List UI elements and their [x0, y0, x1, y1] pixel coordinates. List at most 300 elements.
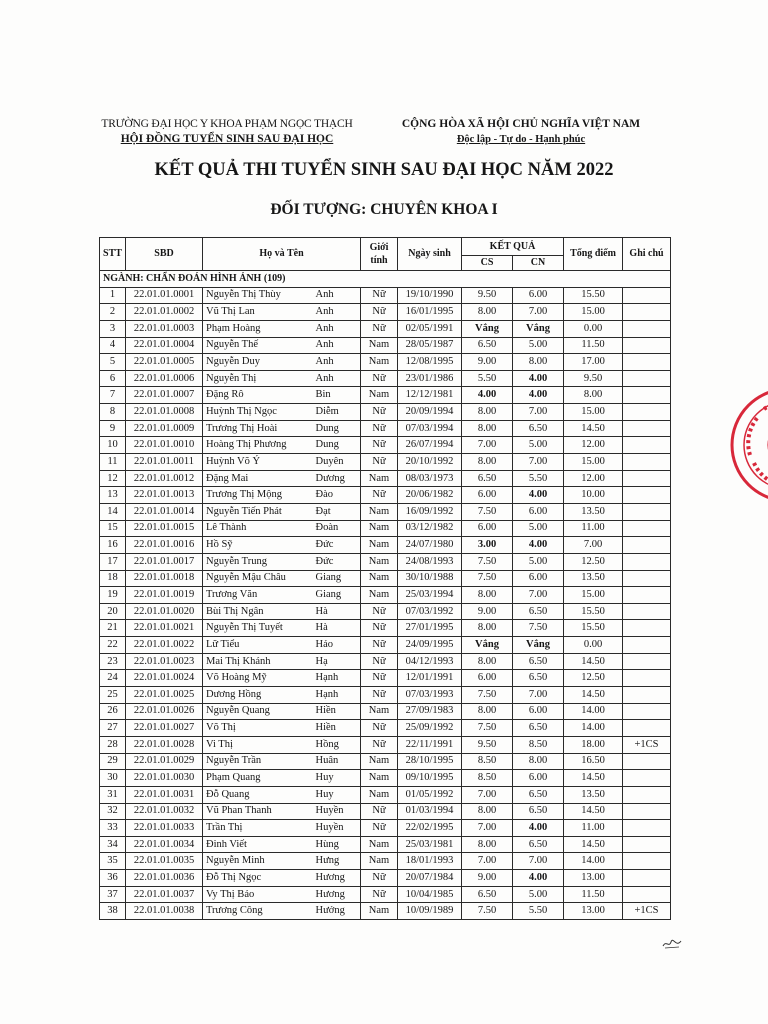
cell-family-name: Nguyễn Thị [203, 370, 313, 387]
cell-total: 9.50 [564, 370, 623, 387]
cell-total: 13.00 [564, 870, 623, 887]
cell-family-name: Trương Công [203, 903, 313, 920]
cell-stt: 35 [100, 853, 126, 870]
cell-sbd: 22.01.01.0022 [126, 637, 203, 654]
table-row [100, 836, 671, 853]
cell-total: 15.00 [564, 587, 623, 604]
cell-gender: Nam [361, 553, 398, 570]
university-name: TRƯỜNG ĐẠI HỌC Y KHOA PHẠM NGỌC THẠCH [101, 118, 353, 130]
cell-stt: 38 [100, 903, 126, 920]
header-stt: STT [100, 238, 126, 271]
cell-gender: Nam [361, 903, 398, 920]
cell-sbd: 22.01.01.0033 [126, 820, 203, 837]
cell-given-name: Huyền [313, 820, 361, 837]
cell-gender: Nam [361, 537, 398, 554]
cell-note [623, 720, 671, 737]
cell-sbd: 22.01.01.0028 [126, 736, 203, 753]
cell-family-name: Nguyễn Trần [203, 753, 313, 770]
cell-note: +1CS [623, 903, 671, 920]
cell-family-name: Vũ Phan Thanh [203, 803, 313, 820]
cell-cs: 7.50 [462, 720, 513, 737]
cell-total: 15.50 [564, 620, 623, 637]
cell-cn: 6.50 [513, 786, 564, 803]
cell-gender: Nữ [361, 487, 398, 504]
cell-family-name: Phạm Quang [203, 770, 313, 787]
cell-given-name: Anh [313, 370, 361, 387]
cell-given-name: Huy [313, 770, 361, 787]
cell-note [623, 687, 671, 704]
cell-dob: 25/03/1981 [398, 836, 462, 853]
cell-dob: 27/01/1995 [398, 620, 462, 637]
cell-total: 18.00 [564, 736, 623, 753]
cell-note [623, 503, 671, 520]
cell-cs: 6.50 [462, 337, 513, 354]
cell-stt: 23 [100, 653, 126, 670]
cell-total: 11.00 [564, 520, 623, 537]
cell-family-name: Nguyễn Thị Tuyết [203, 620, 313, 637]
cell-sbd: 22.01.01.0006 [126, 370, 203, 387]
cell-given-name: Duyên [313, 454, 361, 471]
cell-sbd: 22.01.01.0030 [126, 770, 203, 787]
cell-stt: 24 [100, 670, 126, 687]
cell-note [623, 454, 671, 471]
cell-stt: 36 [100, 870, 126, 887]
cell-dob: 20/09/1994 [398, 404, 462, 421]
cell-cn: 4.00 [513, 820, 564, 837]
cell-sbd: 22.01.01.0024 [126, 670, 203, 687]
cell-dob: 01/05/1992 [398, 786, 462, 803]
cell-cs: 8.00 [462, 304, 513, 321]
cell-sbd: 22.01.01.0036 [126, 870, 203, 887]
cell-cs: 9.00 [462, 870, 513, 887]
table-row [100, 354, 671, 371]
cell-given-name: Đức [313, 537, 361, 554]
cell-dob: 03/12/1982 [398, 520, 462, 537]
cell-note [623, 437, 671, 454]
cell-note [623, 886, 671, 903]
cell-cs: 7.00 [462, 853, 513, 870]
cell-family-name: Võ Thị [203, 720, 313, 737]
cell-cs: 7.50 [462, 903, 513, 920]
cell-stt: 14 [100, 503, 126, 520]
cell-stt: 11 [100, 454, 126, 471]
cell-dob: 20/06/1982 [398, 487, 462, 504]
cell-sbd: 22.01.01.0038 [126, 903, 203, 920]
cell-sbd: 22.01.01.0005 [126, 354, 203, 371]
section-row [100, 271, 671, 288]
cell-given-name: Hùng [313, 836, 361, 853]
cell-sbd: 22.01.01.0001 [126, 287, 203, 304]
cell-dob: 23/01/1986 [398, 370, 462, 387]
cell-given-name: Hưởng [313, 903, 361, 920]
table-row [100, 454, 671, 471]
cell-stt: 31 [100, 786, 126, 803]
cell-cn: 6.50 [513, 670, 564, 687]
cell-gender: Nữ [361, 420, 398, 437]
header-cn: CN [513, 256, 564, 271]
cell-given-name: Hảo [313, 637, 361, 654]
cell-stt: 8 [100, 404, 126, 421]
cell-dob: 16/09/1992 [398, 503, 462, 520]
cell-stt: 5 [100, 354, 126, 371]
cell-total: 8.00 [564, 387, 623, 404]
cell-total: 10.00 [564, 487, 623, 504]
cell-family-name: Đặng Rô [203, 387, 313, 404]
cell-dob: 12/08/1995 [398, 354, 462, 371]
cell-total: 11.00 [564, 820, 623, 837]
cell-cs: 8.00 [462, 454, 513, 471]
cell-family-name: Mai Thị Khánh [203, 653, 313, 670]
table-row [100, 337, 671, 354]
cell-note [623, 304, 671, 321]
cell-gender: Nữ [361, 603, 398, 620]
cell-note [623, 820, 671, 837]
cell-gender: Nữ [361, 886, 398, 903]
cell-cs: 7.50 [462, 687, 513, 704]
table-row [100, 903, 671, 920]
cell-cn: 6.00 [513, 503, 564, 520]
cell-cn: Vắng [513, 637, 564, 654]
cell-gender: Nữ [361, 653, 398, 670]
cell-dob: 24/09/1995 [398, 637, 462, 654]
header-total: Tổng điểm [564, 238, 623, 271]
cell-cs: Vắng [462, 320, 513, 337]
cell-note [623, 404, 671, 421]
table-row [100, 520, 671, 537]
cell-stt: 13 [100, 487, 126, 504]
cell-total: 14.00 [564, 720, 623, 737]
national-header [382, 117, 660, 147]
cell-stt: 12 [100, 470, 126, 487]
official-seal-stamp [728, 385, 768, 505]
cell-family-name: Bùi Thị Ngân [203, 603, 313, 620]
cell-cn: 8.00 [513, 753, 564, 770]
cell-gender: Nữ [361, 820, 398, 837]
cell-total: 16.50 [564, 753, 623, 770]
cell-sbd: 22.01.01.0035 [126, 853, 203, 870]
cell-cs: 8.00 [462, 620, 513, 637]
cell-dob: 16/01/1995 [398, 304, 462, 321]
cell-given-name: Anh [313, 304, 361, 321]
cell-gender: Nữ [361, 287, 398, 304]
cell-sbd: 22.01.01.0032 [126, 803, 203, 820]
cell-cs: 8.00 [462, 653, 513, 670]
cell-note [623, 287, 671, 304]
cell-cs: 7.50 [462, 570, 513, 587]
cell-total: 14.50 [564, 836, 623, 853]
cell-stt: 15 [100, 520, 126, 537]
cell-family-name: Nguyễn Quang [203, 703, 313, 720]
results-table [99, 237, 671, 920]
cell-sbd: 22.01.01.0018 [126, 570, 203, 587]
cell-given-name: Đạt [313, 503, 361, 520]
cell-given-name: Huy [313, 786, 361, 803]
cell-total: 13.50 [564, 786, 623, 803]
cell-given-name: Đoàn [313, 520, 361, 537]
cell-total: 14.50 [564, 653, 623, 670]
table-row [100, 553, 671, 570]
cell-sbd: 22.01.01.0004 [126, 337, 203, 354]
cell-note [623, 603, 671, 620]
cell-cs: 8.00 [462, 803, 513, 820]
cell-sbd: 22.01.01.0019 [126, 587, 203, 604]
cell-cs: 8.50 [462, 753, 513, 770]
cell-cn: 4.00 [513, 370, 564, 387]
cell-family-name: Trần Thị [203, 820, 313, 837]
document-title: KẾT QUẢ THI TUYỂN SINH SAU ĐẠI HỌC NĂM 2022 [154, 160, 614, 180]
cell-note [623, 870, 671, 887]
table-row [100, 870, 671, 887]
cell-stt: 25 [100, 687, 126, 704]
cell-given-name: Dung [313, 437, 361, 454]
cell-note [623, 836, 671, 853]
cell-note [623, 853, 671, 870]
cell-gender: Nam [361, 337, 398, 354]
cell-total: 12.50 [564, 553, 623, 570]
cell-stt: 6 [100, 370, 126, 387]
cell-note [623, 803, 671, 820]
cell-family-name: Phạm Hoàng [203, 320, 313, 337]
cell-family-name: Huỳnh Võ Ý [203, 454, 313, 471]
cell-stt: 2 [100, 304, 126, 321]
cell-sbd: 22.01.01.0010 [126, 437, 203, 454]
header-name: Họ và Tên [203, 238, 361, 271]
cell-sbd: 22.01.01.0008 [126, 404, 203, 421]
cell-total: 13.50 [564, 503, 623, 520]
cell-dob: 07/03/1992 [398, 603, 462, 620]
cell-cs: 6.00 [462, 670, 513, 687]
cell-gender: Nam [361, 786, 398, 803]
cell-cn: 4.00 [513, 537, 564, 554]
table-row [100, 470, 671, 487]
cell-dob: 22/02/1995 [398, 820, 462, 837]
cell-cn: 6.50 [513, 836, 564, 853]
cell-cn: 6.00 [513, 770, 564, 787]
cell-cn: 5.50 [513, 903, 564, 920]
table-row [100, 404, 671, 421]
cell-cs: 7.50 [462, 553, 513, 570]
cell-family-name: Vũ Thị Lan [203, 304, 313, 321]
cell-total: 14.50 [564, 803, 623, 820]
cell-note [623, 670, 671, 687]
cell-note [623, 653, 671, 670]
cell-note [623, 753, 671, 770]
cell-total: 14.50 [564, 687, 623, 704]
cell-dob: 12/01/1991 [398, 670, 462, 687]
cell-stt: 28 [100, 736, 126, 753]
cell-given-name: Diễm [313, 404, 361, 421]
cell-gender: Nữ [361, 736, 398, 753]
cell-family-name: Vi Thị [203, 736, 313, 753]
cell-sbd: 22.01.01.0012 [126, 470, 203, 487]
cell-gender: Nam [361, 503, 398, 520]
cell-gender: Nữ [361, 320, 398, 337]
cell-gender: Nữ [361, 687, 398, 704]
cell-note [623, 520, 671, 537]
cell-note [623, 470, 671, 487]
table-row [100, 803, 671, 820]
cell-stt: 29 [100, 753, 126, 770]
cell-stt: 19 [100, 587, 126, 604]
cell-stt: 17 [100, 553, 126, 570]
cell-given-name: Hạ [313, 653, 361, 670]
cell-dob: 28/10/1995 [398, 753, 462, 770]
table-row [100, 886, 671, 903]
cell-sbd: 22.01.01.0011 [126, 454, 203, 471]
cell-cn: 5.50 [513, 470, 564, 487]
cell-cn: 7.00 [513, 454, 564, 471]
cell-note [623, 420, 671, 437]
cell-note [623, 320, 671, 337]
table-row [100, 753, 671, 770]
cell-stt: 33 [100, 820, 126, 837]
cell-family-name: Nguyễn Mậu Châu [203, 570, 313, 587]
cell-dob: 07/03/1994 [398, 420, 462, 437]
table-row [100, 603, 671, 620]
cell-cn: 7.00 [513, 404, 564, 421]
cell-cn: 6.00 [513, 703, 564, 720]
cell-cn: 6.50 [513, 720, 564, 737]
cell-dob: 22/11/1991 [398, 736, 462, 753]
cell-cn: 7.00 [513, 304, 564, 321]
cell-total: 13.00 [564, 903, 623, 920]
cell-family-name: Nguyễn Trung [203, 553, 313, 570]
cell-gender: Nữ [361, 620, 398, 637]
cell-stt: 4 [100, 337, 126, 354]
cell-family-name: Nguyễn Tiến Phát [203, 503, 313, 520]
cell-gender: Nam [361, 354, 398, 371]
table-row [100, 570, 671, 587]
cell-dob: 27/09/1983 [398, 703, 462, 720]
cell-stt: 7 [100, 387, 126, 404]
cell-gender: Nam [361, 703, 398, 720]
cell-cs: Vắng [462, 637, 513, 654]
cell-family-name: Lê Thành [203, 520, 313, 537]
cell-dob: 25/03/1994 [398, 587, 462, 604]
cell-dob: 08/03/1973 [398, 470, 462, 487]
cell-gender: Nữ [361, 870, 398, 887]
cell-total: 15.50 [564, 287, 623, 304]
cell-sbd: 22.01.01.0007 [126, 387, 203, 404]
table-row [100, 786, 671, 803]
cell-total: 17.00 [564, 354, 623, 371]
cell-family-name: Đinh Viết [203, 836, 313, 853]
cell-total: 11.50 [564, 886, 623, 903]
cell-family-name: Nguyễn Thế [203, 337, 313, 354]
cell-gender: Nam [361, 753, 398, 770]
cell-dob: 30/10/1988 [398, 570, 462, 587]
cell-total: 15.50 [564, 603, 623, 620]
table-header [100, 238, 671, 271]
cell-total: 15.00 [564, 304, 623, 321]
cell-total: 7.00 [564, 537, 623, 554]
cell-sbd: 22.01.01.0009 [126, 420, 203, 437]
cell-dob: 04/12/1993 [398, 653, 462, 670]
table-row [100, 487, 671, 504]
cell-given-name: Hồng [313, 736, 361, 753]
cell-family-name: Hoàng Thị Phương [203, 437, 313, 454]
cell-dob: 01/03/1994 [398, 803, 462, 820]
cell-family-name: Lữ Tiểu [203, 637, 313, 654]
cell-sbd: 22.01.01.0003 [126, 320, 203, 337]
cell-note [623, 354, 671, 371]
cell-note [623, 786, 671, 803]
cell-cs: 7.00 [462, 820, 513, 837]
cell-stt: 27 [100, 720, 126, 737]
cell-total: 11.50 [564, 337, 623, 354]
cell-given-name: Huyền [313, 803, 361, 820]
cell-gender: Nữ [361, 437, 398, 454]
cell-note [623, 587, 671, 604]
cell-given-name: Huân [313, 753, 361, 770]
cell-sbd: 22.01.01.0025 [126, 687, 203, 704]
cell-total: 14.00 [564, 703, 623, 720]
cell-total: 13.50 [564, 570, 623, 587]
cell-cs: 8.50 [462, 770, 513, 787]
table-row [100, 387, 671, 404]
cell-total: 15.00 [564, 454, 623, 471]
cell-total: 0.00 [564, 637, 623, 654]
cell-gender: Nam [361, 587, 398, 604]
cell-gender: Nam [361, 853, 398, 870]
table-row [100, 703, 671, 720]
cell-given-name: Anh [313, 320, 361, 337]
table-body [100, 271, 671, 920]
cell-cs: 6.50 [462, 886, 513, 903]
cell-note [623, 553, 671, 570]
cell-cn: 6.50 [513, 803, 564, 820]
cell-gender: Nam [361, 470, 398, 487]
cell-cn: 7.00 [513, 687, 564, 704]
cell-cn: 6.50 [513, 603, 564, 620]
cell-given-name: Đức [313, 553, 361, 570]
cell-dob: 24/08/1993 [398, 553, 462, 570]
cell-cs: 9.50 [462, 736, 513, 753]
cell-cs: 4.00 [462, 387, 513, 404]
cell-note: +1CS [623, 736, 671, 753]
cell-given-name: Giang [313, 587, 361, 604]
table-row [100, 637, 671, 654]
cell-sbd: 22.01.01.0021 [126, 620, 203, 637]
cell-given-name: Hạnh [313, 670, 361, 687]
cell-cn: 5.00 [513, 437, 564, 454]
cell-sbd: 22.01.01.0015 [126, 520, 203, 537]
cell-cn: 6.50 [513, 420, 564, 437]
cell-total: 12.00 [564, 437, 623, 454]
cell-sbd: 22.01.01.0016 [126, 537, 203, 554]
republic-name: CỘNG HÒA XÃ HỘI CHỦ NGHĨA VIỆT NAM [401, 118, 641, 130]
cell-cn: 4.00 [513, 387, 564, 404]
cell-stt: 32 [100, 803, 126, 820]
cell-gender: Nam [361, 520, 398, 537]
cell-given-name: Hà [313, 620, 361, 637]
cell-note [623, 337, 671, 354]
cell-cs: 8.00 [462, 703, 513, 720]
cell-family-name: Hồ Sỹ [203, 537, 313, 554]
cell-stt: 18 [100, 570, 126, 587]
header-note: Ghi chú [623, 238, 671, 271]
cell-cs: 7.00 [462, 786, 513, 803]
document-subtitle: ĐỐI TƯỢNG: CHUYÊN KHOA I [270, 201, 498, 218]
cell-note [623, 487, 671, 504]
cell-family-name: Dương Hồng [203, 687, 313, 704]
cell-sbd: 22.01.01.0013 [126, 487, 203, 504]
institution-header [72, 117, 382, 147]
cell-given-name: Anh [313, 354, 361, 371]
cell-dob: 20/10/1992 [398, 454, 462, 471]
cell-given-name: Hưng [313, 853, 361, 870]
cell-sbd: 22.01.01.0031 [126, 786, 203, 803]
